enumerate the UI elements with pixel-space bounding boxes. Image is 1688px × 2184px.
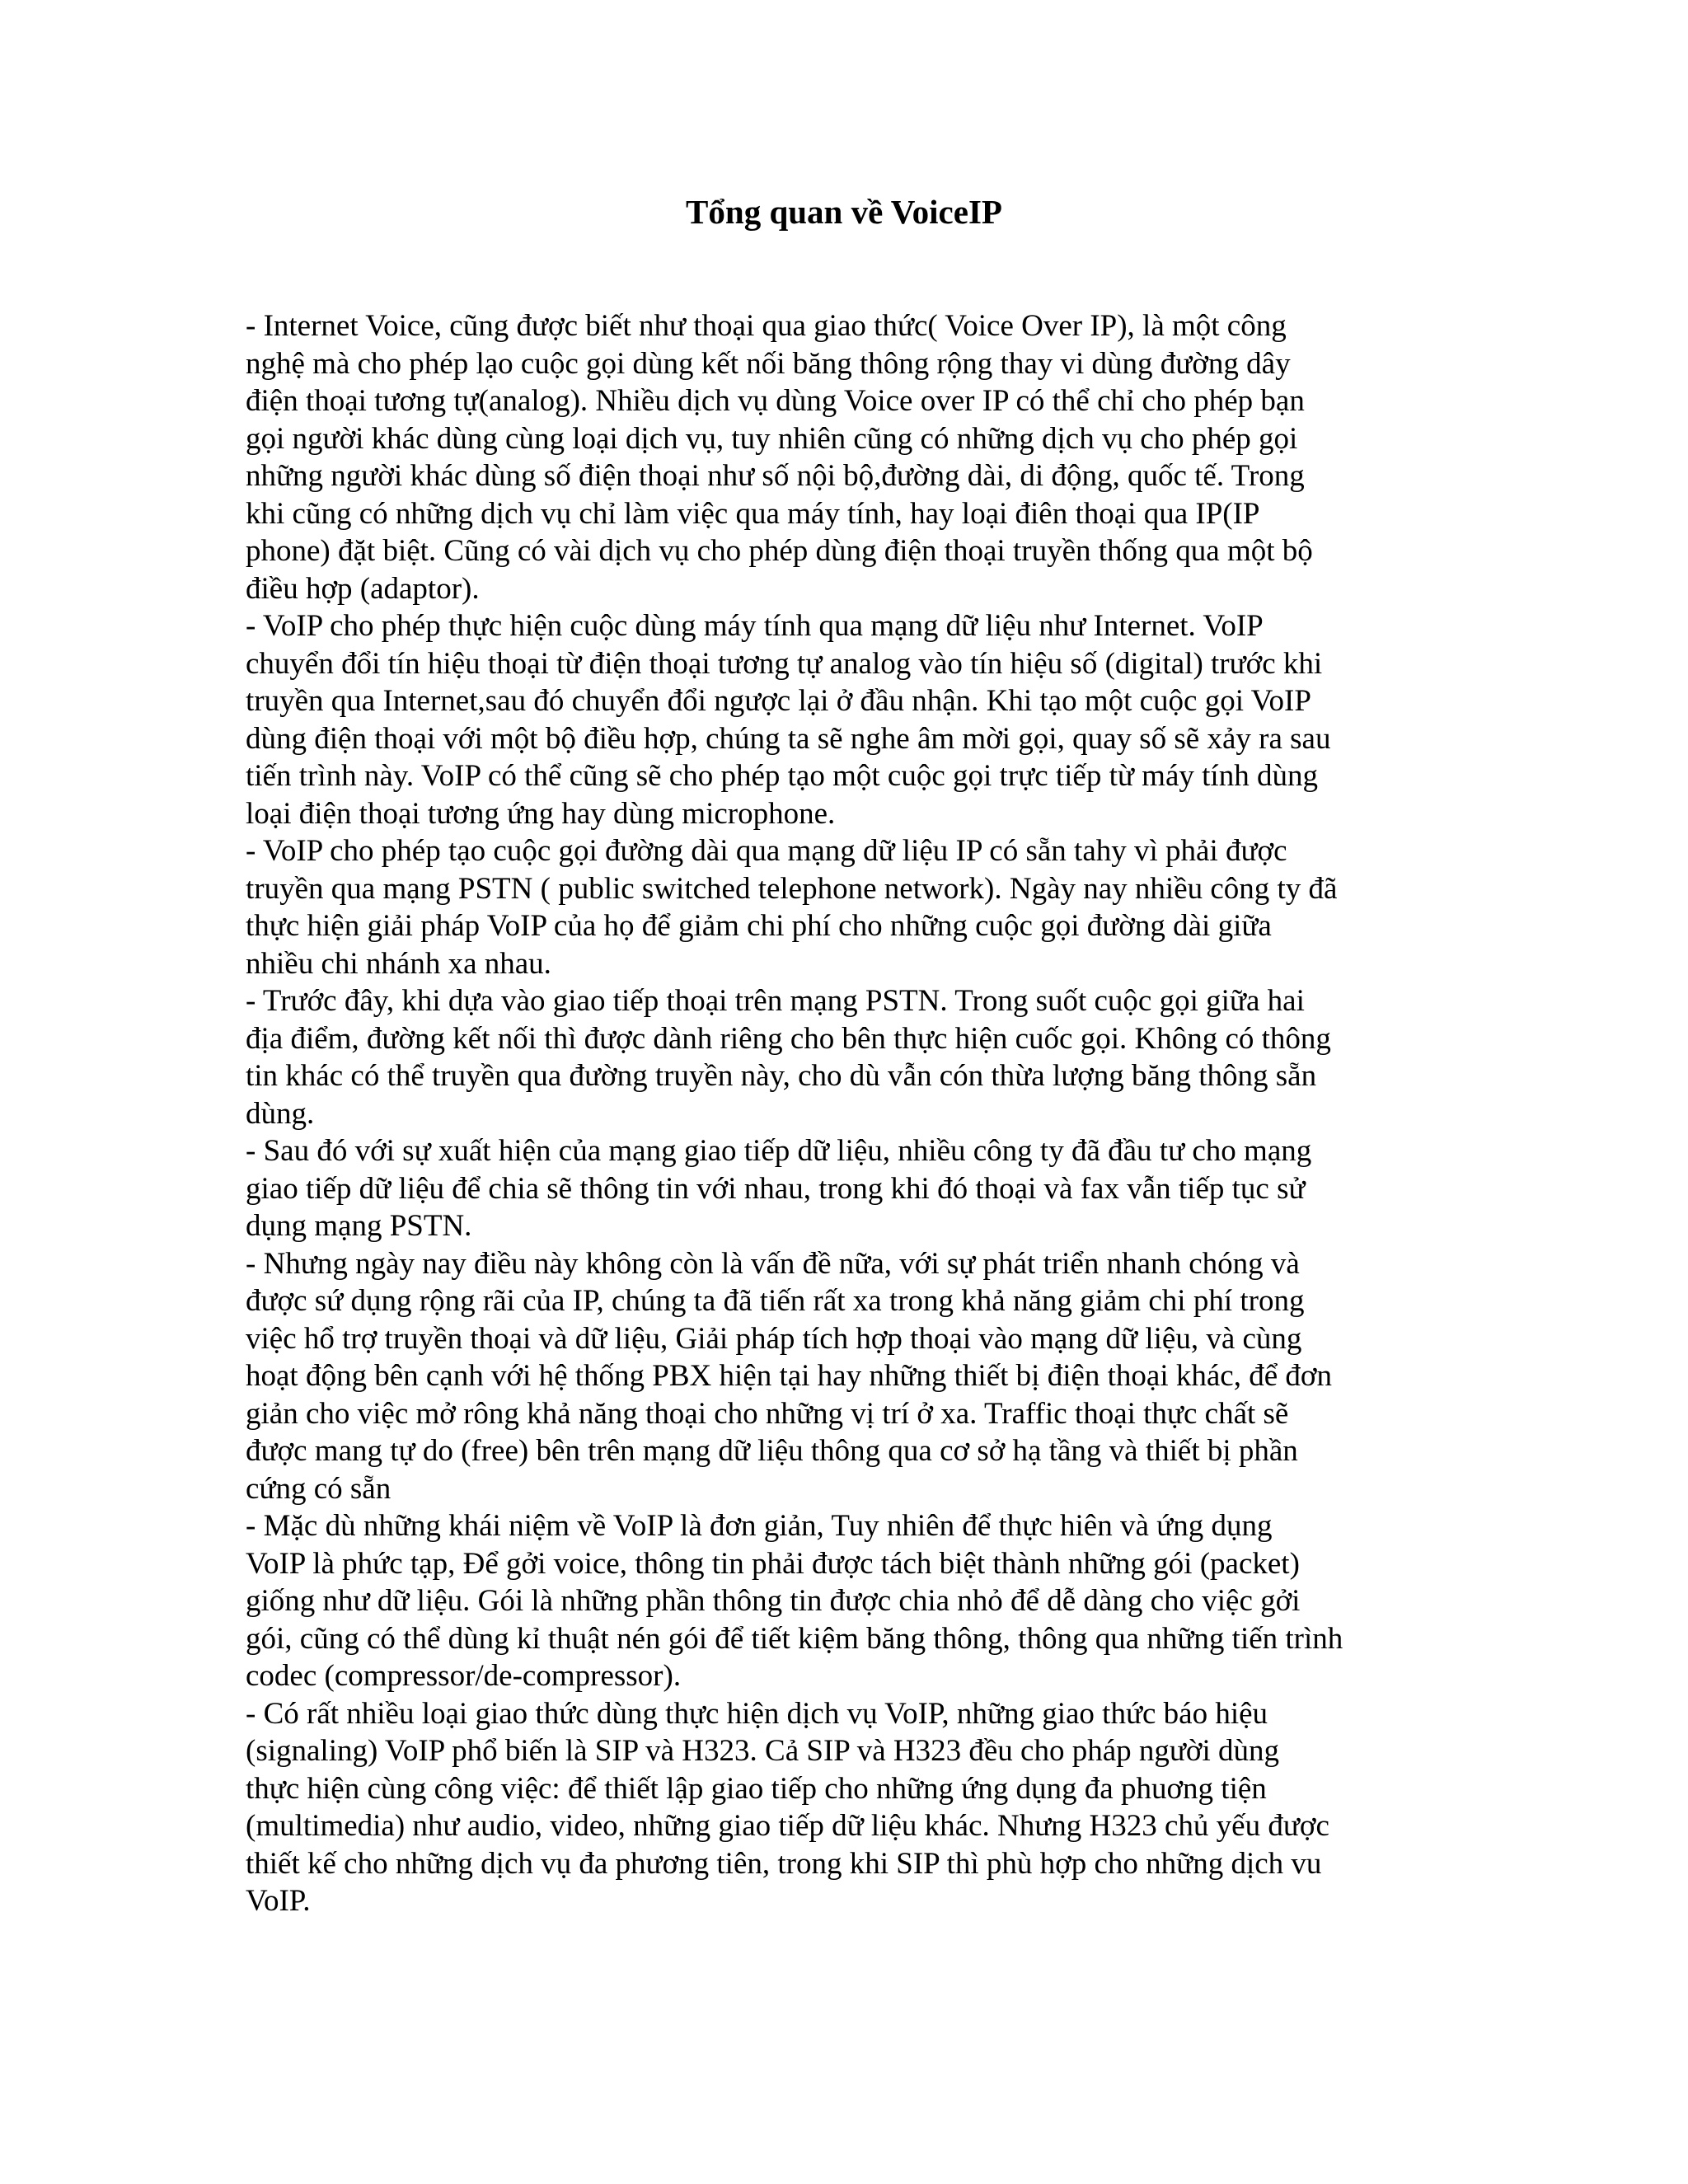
document-body — [246, 307, 1449, 1920]
text-line: - VoIP cho phép thực hiện cuộc dùng máy tính qua mạng dữ liệu như Internet. VoIP — [246, 609, 1264, 643]
text-line: điện thoại tương tự(analog). Nhiều dịch vụ dùng Voice over IP có thể chỉ cho phép bạn — [246, 384, 1305, 418]
text-line: - Trước đây, khi dựa vào giao tiếp thoại trên mạng PSTN. Trong suốt cuộc gọi giữa hai — [246, 984, 1305, 1018]
text-line: nghệ mà cho phép lạo cuộc gọi dùng kết nối băng thông rộng thay vi dùng đường dây — [246, 346, 1291, 381]
text-line: dụng mạng PSTN. — [246, 1209, 472, 1243]
text-line: - Nhưng ngày nay điều này không còn là vấn đề nữa, với sự phát triển nhanh chóng và — [246, 1246, 1300, 1281]
text-line: địa điểm, đường kết nối thì được dành riêng cho bên thực hiện cuốc gọi. Không có thông — [246, 1021, 1331, 1056]
text-line: VoIP. — [246, 1884, 311, 1918]
text-line: truyền qua mạng PSTN ( public switched telephone network). Ngày nay nhiều công ty đã — [246, 871, 1338, 906]
text-line: - VoIP cho phép tạo cuộc gọi đường dài qua mạng dữ liệu IP có sẵn tahy vì phải được — [246, 834, 1287, 868]
text-line: gọi người khác dùng cùng loại dịch vụ, tuy nhiên cũng có những dịch vụ cho phép gọi — [246, 421, 1298, 456]
text-line: thực hiện giải pháp VoIP của họ để giảm chi phí cho những cuộc gọi đường dài giữa — [246, 909, 1272, 943]
text-line: những người khác dùng số điện thoại như số nội bộ,đường dài, di động, quốc tế. Trong — [246, 459, 1305, 493]
text-line: thiết kế cho những dịch vụ đa phương tiên, trong khi SIP thì phù hợp cho những dịch vu — [246, 1846, 1322, 1881]
text-line: codec (compressor/de-compressor). — [246, 1659, 682, 1693]
text-line: gói, cũng có thể dùng kỉ thuật nén gói để tiết kiệm băng thông, thông qua những tiến trình — [246, 1621, 1343, 1656]
text-line: - Có rất nhiều loại giao thức dùng thực hiện dịch vụ VoIP, những giao thức báo hiệu — [246, 1696, 1268, 1731]
text-line: hoạt động bên cạnh với hệ thống PBX hiện tại hay những thiết bị điện thoại khác, để đơn — [246, 1359, 1332, 1393]
text-line: - Mặc dù những khái niệm về VoIP là đơn giản, Tuy nhiên để thực hiên và ứng dụng — [246, 1509, 1273, 1543]
text-line: tiến trình này. VoIP có thể cũng sẽ cho phép tạo một cuộc gọi trực tiếp từ máy tính dùng — [246, 759, 1318, 793]
text-line: phone) đặt biệt. Cũng có vài dịch vụ cho phép dùng điện thoại truyền thống qua một bộ — [246, 534, 1313, 568]
text-line: loại điện thoại tương ứng hay dùng microphone. — [246, 796, 836, 831]
text-line: cứng có sẵn — [246, 1471, 392, 1506]
text-line: giản cho việc mở rông khả năng thoại cho những vị trí ở xa. Traffic thoại thực chất sẽ — [246, 1396, 1289, 1431]
text-line: (multimedia) như audio, video, những giao tiếp dữ liệu khác. Nhưng H323 chủ yếu được — [246, 1809, 1329, 1843]
text-line: việc hổ trợ truyền thoại và dữ liệu, Giải pháp tích hợp thoại vào mạng dữ liệu, và cùng — [246, 1321, 1302, 1356]
text-line: khi cũng có những dịch vụ chỉ làm việc qua máy tính, hay loại điên thoại qua IP(IP — [246, 496, 1260, 531]
text-line: giống như dữ liệu. Gói là những phần thông tin được chia nhỏ để dễ dàng cho việc gởi — [246, 1584, 1301, 1618]
text-line: truyền qua Internet,sau đó chuyển đổi ngược lại ở đầu nhận. Khi tạo một cuộc gọi VoIP — [246, 684, 1311, 718]
document-title: Tổng quan về VoiceIP — [686, 193, 1002, 231]
text-line: tin khác có thể truyền qua đường truyền này, cho dù vẫn cón thừa lượng băng thông sẵn — [246, 1059, 1317, 1093]
text-line: giao tiếp dữ liệu để chia sẽ thông tin với nhau, trong khi đó thoại và fax vẫn tiếp tục sử — [246, 1171, 1306, 1206]
text-line: - Sau đó với sự xuất hiện của mạng giao tiếp dữ liệu, nhiều công ty đã đầu tư cho mạng — [246, 1134, 1312, 1168]
text-line: VoIP là phức tạp, Để gởi voice, thông tin phải được tách biệt thành những gói (packet) — [246, 1546, 1300, 1581]
text-line: điều hợp (adaptor). — [246, 571, 480, 606]
text-line: thực hiện cùng công việc: để thiết lập giao tiếp cho những ứng dụng đa phuơng tiện — [246, 1771, 1267, 1806]
text-line: được mang tự do (free) bên trên mạng dữ liệu thông qua cơ sở hạ tầng và thiết bị phần — [246, 1434, 1298, 1468]
text-line: dùng. — [246, 1096, 315, 1131]
text-line: dùng điện thoại với một bộ điều hợp, chúng ta sẽ nghe âm mời gọi, quay số sẽ xảy ra sau — [246, 721, 1331, 756]
text-line: được sứ dụng rộng rãi của IP, chúng ta đã tiến rất xa trong khả năng giảm chi phí trong — [246, 1284, 1305, 1318]
text-line: - Internet Voice, cũng được biết như thoại qua giao thức( Voice Over IP), là một công — [246, 309, 1287, 343]
text-line: nhiều chi nhánh xa nhau. — [246, 946, 551, 981]
text-line: (signaling) VoIP phổ biến là SIP và H323. Cả SIP và H323 đều cho pháp người dùng — [246, 1734, 1280, 1768]
text-line: chuyển đổi tín hiệu thoại từ điện thoại tương tự analog vào tín hiệu số (digital) trước khi — [246, 646, 1323, 681]
